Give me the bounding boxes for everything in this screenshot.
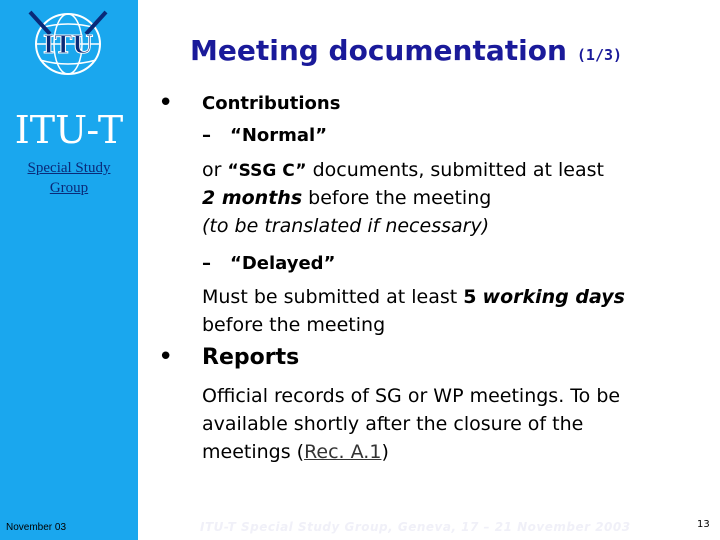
reports-line-1: Official records of SG or WP meetings. To be: [202, 385, 621, 407]
rec-a1-link[interactable]: Rec. A.1: [304, 441, 382, 463]
footer-center: ITU-T Special Study Group, Geneva, 17 – 21 November 2003: [200, 520, 631, 534]
reports-heading: Reports: [202, 345, 300, 370]
delayed-line-1: [202, 284, 625, 311]
delayed-dash: –: [202, 253, 211, 274]
normal-dash: –: [202, 125, 211, 146]
ssg-c-label: “SSG C”: [227, 161, 307, 181]
reports-line3-pre: meetings (: [202, 441, 305, 463]
reports-line-2: available shortly after the closure of the: [202, 413, 584, 435]
delayed-label: “Delayed”: [230, 253, 336, 274]
footer-date: November 03: [6, 522, 67, 533]
normal-line1-post: documents, submitted at least: [306, 159, 604, 181]
bullet-icon: •: [158, 342, 174, 372]
normal-line1-pre: or: [202, 159, 228, 181]
title-part: (1/3): [576, 46, 623, 64]
svg-text:ITU: ITU: [42, 30, 94, 59]
group-label-line: Special Study Group: [27, 160, 111, 196]
contributions-heading: Contributions: [202, 93, 341, 114]
five-days-number: 5: [463, 286, 477, 308]
normal-line-2: [202, 185, 491, 212]
org-name: ITU-T: [14, 108, 124, 152]
title-main: Meeting documentation: [190, 34, 567, 67]
reports-line-3: [202, 439, 389, 466]
normal-line-3: (to be translated if necessary): [202, 215, 490, 237]
bullet-icon: •: [158, 88, 174, 118]
delayed-line1-pre: Must be submitted at least: [202, 286, 464, 308]
reports-line3-post: ): [381, 441, 389, 463]
normal-label: “Normal”: [230, 125, 328, 146]
itu-globe-logo-icon: [20, 4, 116, 80]
slide-number: 13: [697, 519, 710, 530]
page-title: [190, 34, 622, 67]
sidebar: [0, 0, 138, 540]
group-label[interactable]: [0, 158, 138, 198]
normal-line2-post: before the meeting: [302, 187, 492, 209]
working-days: working days: [482, 286, 625, 308]
delayed-line-2: before the meeting: [202, 314, 386, 336]
two-months: 2 months: [202, 187, 303, 209]
normal-line-1: [202, 157, 604, 185]
